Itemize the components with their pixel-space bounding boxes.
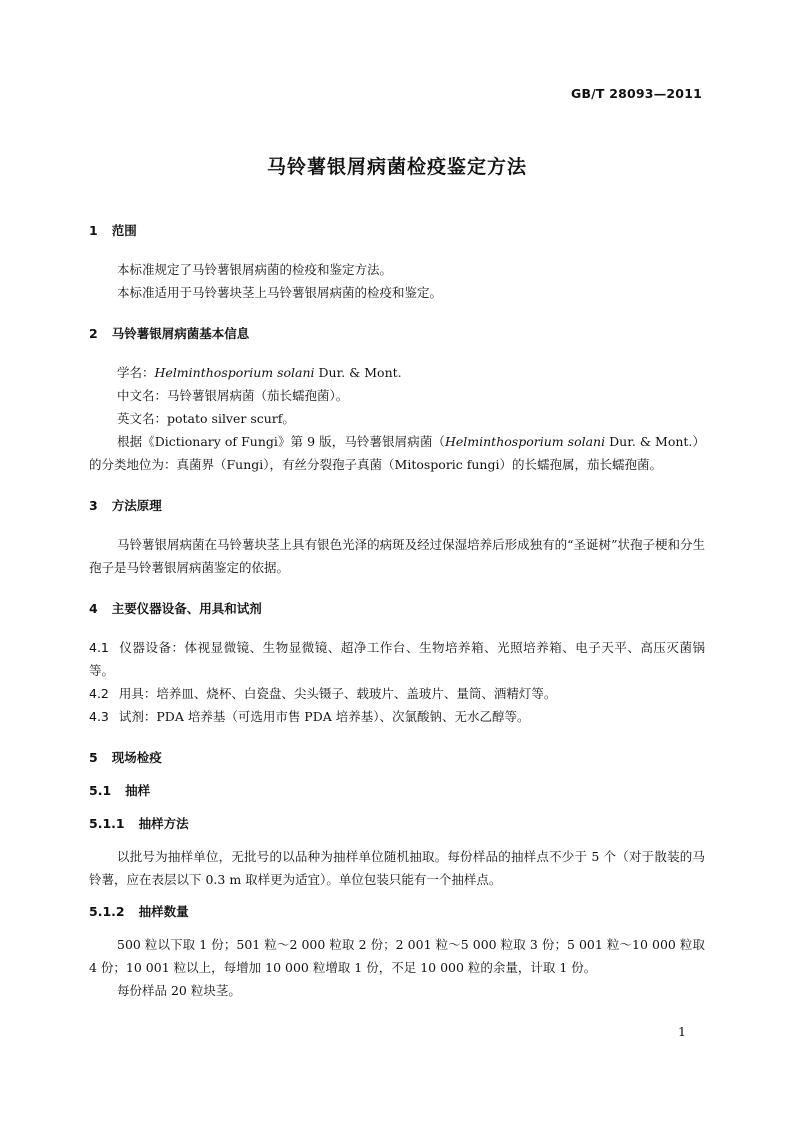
sampling-method-paragraph: 以批号为抽样单位，无批号的以品种为抽样单位随机抽取。每份样品的抽样点不少于 5 个（对于散装的马铃薯，应在表层以下 0.3 m 取样更为适宜）。单位包装只能有一个抽样点。 xyxy=(89,849,705,887)
section-title: 现场检疫 xyxy=(111,750,162,765)
section-number: 1 xyxy=(89,223,98,238)
scope-paragraph-1: 本标准规定了马铃薯银屑病菌的检疫和鉴定方法。 xyxy=(117,262,393,277)
clause-number: 4.2 xyxy=(89,686,109,701)
sampling-quantity-paragraph: 500 粒以下取 1 份；501 粒～2 000 粒取 2 份；2 001 粒～5 000 粒取 3 份；5 001 粒～10 000 粒取 4 份；10 001 粒以上，每增加 10 000 粒增取 1 份，不足 10 000 粒的余量，计取 1 份。 xyxy=(89,937,705,975)
subsection-title: 抽样数量 xyxy=(138,904,189,919)
clause-text: 仪器设备：体视显微镜、生物显微镜、超净工作台、生物培养箱、光照培养箱、电子天平、高压灭菌锅等。 xyxy=(89,640,705,678)
section-title: 范围 xyxy=(111,223,137,238)
sci-name-italic: Helminthosporium solani xyxy=(154,365,315,380)
classification-sci-name: Helminthosporium solani xyxy=(444,434,606,449)
scope-paragraph-2: 本标准适用于马铃薯块茎上马铃薯银屑病菌的检疫和鉴定。 xyxy=(117,285,443,300)
classification-text-b: Dur. & Mont.）的分类地位为：真菌界（Fungi），有丝分裂孢子真菌（Mitosporic fungi）的长蠕孢属，茄长蠕孢菌。 xyxy=(89,434,705,472)
clause-text: 试剂：PDA 培养基（可选用市售 PDA 培养基）、次氯酸钠、无水乙醇等。 xyxy=(118,709,530,724)
principle-paragraph: 马铃薯银屑病菌在马铃薯块茎上具有银色光泽的病斑及经过保湿培养后形成独有的“圣诞树”状孢子梗和分生孢子是马铃薯银屑病菌鉴定的依据。 xyxy=(89,537,705,575)
page-number: 1 xyxy=(678,1024,686,1039)
equipment-item xyxy=(89,636,705,682)
scientific-name-line xyxy=(89,361,705,384)
section-heading-scope xyxy=(89,220,705,242)
subsection-number: 5.1 xyxy=(89,783,112,798)
clause-number: 4.3 xyxy=(89,709,109,724)
section-number: 5 xyxy=(89,750,98,765)
subsection-heading-sampling xyxy=(89,780,705,802)
reagents-item xyxy=(89,705,705,728)
section-heading-principle xyxy=(89,495,705,517)
section-number: 2 xyxy=(89,326,98,341)
sci-name-label: 学名： xyxy=(117,365,155,380)
sample-size-paragraph: 每份样品 20 粒块茎。 xyxy=(117,983,241,998)
sci-name-author: Dur. & Mont. xyxy=(314,365,402,380)
section-title: 马铃薯银屑病菌基本信息 xyxy=(111,326,250,341)
chinese-name-line: 中文名：马铃薯银屑病菌（茄长蠕孢菌）。 xyxy=(117,388,349,403)
document-title: 马铃薯银屑病菌检疫鉴定方法 xyxy=(266,156,527,178)
clause-text: 用具：培养皿、烧杯、白瓷盘、尖头镊子、载玻片、盖玻片、量筒、酒精灯等。 xyxy=(118,686,557,701)
section-title: 方法原理 xyxy=(111,498,162,513)
section-heading-equipment xyxy=(89,598,705,620)
section-title: 主要仪器设备、用具和试剂 xyxy=(111,601,262,616)
section-heading-field-inspection xyxy=(89,747,705,769)
tools-item xyxy=(89,682,705,705)
subsection-title: 抽样 xyxy=(125,783,151,798)
subsection-title: 抽样方法 xyxy=(138,816,189,831)
section-heading-basic-info xyxy=(89,323,705,345)
section-number: 3 xyxy=(89,498,98,513)
standard-number: GB/T 28093—2011 xyxy=(570,86,702,101)
classification-paragraph xyxy=(89,430,705,476)
subsection-heading-sampling-quantity xyxy=(89,901,705,923)
classification-text-a: 根据《Dictionary of Fungi》第 9 版，马铃薯银屑病菌（ xyxy=(117,434,445,449)
document-body xyxy=(89,220,705,1002)
section-number: 4 xyxy=(89,601,98,616)
subsection-heading-sampling-method xyxy=(89,813,705,835)
subsection-number: 5.1.1 xyxy=(89,816,125,831)
english-name-line: 英文名：potato silver scurf。 xyxy=(117,411,295,426)
clause-number: 4.1 xyxy=(89,640,109,655)
subsection-number: 5.1.2 xyxy=(89,904,125,919)
